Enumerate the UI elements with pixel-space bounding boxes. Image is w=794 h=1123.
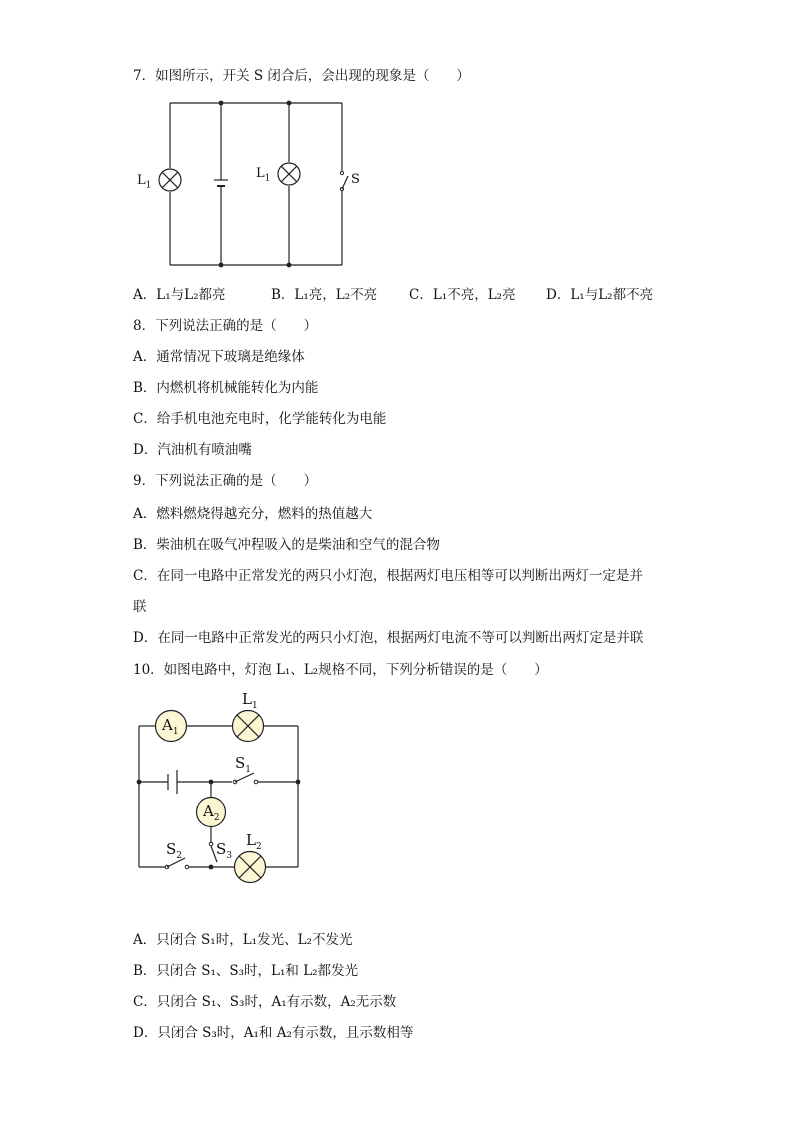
q7-label-s: S <box>351 172 360 187</box>
q8-option-a: A．通常情况下玻璃是绝缘体 <box>133 349 305 365</box>
q10-label-s1: $S_1$ <box>235 754 252 775</box>
q9-option-c: C．在同一电路中正常发光的两只小灯泡，根据两灯电压相等可以判断出两灯一定是并 <box>133 568 643 584</box>
q10-option-c: C．只闭合 S₁、S₃时，A₁有示数，A₂无示数 <box>133 994 397 1010</box>
q10-label-a1: $A_1$ <box>162 716 179 737</box>
q9-option-d: D．在同一电路中正常发光的两只小灯泡，根据两灯电流不等可以判断出两灯定是并联 <box>133 630 644 646</box>
q10-label-l1: $L_1$ <box>242 690 258 711</box>
q10-label-s2: $S_2$ <box>166 840 183 861</box>
question-8-stem: 8．下列说法正确的是（ ） <box>133 318 318 334</box>
question-10-stem: 10．如图电路中，灯泡 L₁、L₂规格不同，下列分析错误的是（ ） <box>133 662 548 678</box>
q8-option-c: C．给手机电池充电时，化学能转化为电能 <box>133 411 387 427</box>
q10-option-d: D．只闭合 S₃时，A₁和 A₂有示数，且示数相等 <box>133 1025 414 1041</box>
q10-label-l2: $L_2$ <box>246 831 262 852</box>
q7-option-a: A．L₁与L₂都亮 <box>133 287 226 303</box>
q9-option-b: B．柴油机在吸气冲程吸入的是柴油和空气的混合物 <box>133 537 440 553</box>
q8-option-d: D．汽油机有喷油嘴 <box>133 442 252 458</box>
q10-option-a: A．只闭合 S₁时，L₁发光、L₂不发光 <box>133 932 353 948</box>
q7-option-b: B．L₁亮，L₂不亮 <box>271 287 378 303</box>
q7-option-c: C．L₁不亮，L₂亮 <box>409 287 516 303</box>
question-7-stem: 7．如图所示，开关 S 闭合后，会出现的现象是（ ） <box>133 68 470 84</box>
q7-option-d: D．L₁与L₂都不亮 <box>546 287 654 303</box>
q9-option-a: A．燃料燃烧得越充分，燃料的热值越大 <box>133 506 373 522</box>
q10-label-s3: $S_3$ <box>216 840 233 861</box>
q10-option-b: B．只闭合 S₁、S₃时，L₁和 L₂都发光 <box>133 963 359 979</box>
q7-label-l1-left: $L_1$ <box>137 173 152 191</box>
q7-label-l1-middle: $L_1$ <box>256 166 271 184</box>
q10-label-a2: $A_2$ <box>203 802 220 823</box>
q8-option-b: B．内燃机将机械能转化为内能 <box>133 380 319 396</box>
q9-option-c-continued: 联 <box>133 599 147 615</box>
question-9-stem: 9．下列说法正确的是（ ） <box>133 473 318 489</box>
